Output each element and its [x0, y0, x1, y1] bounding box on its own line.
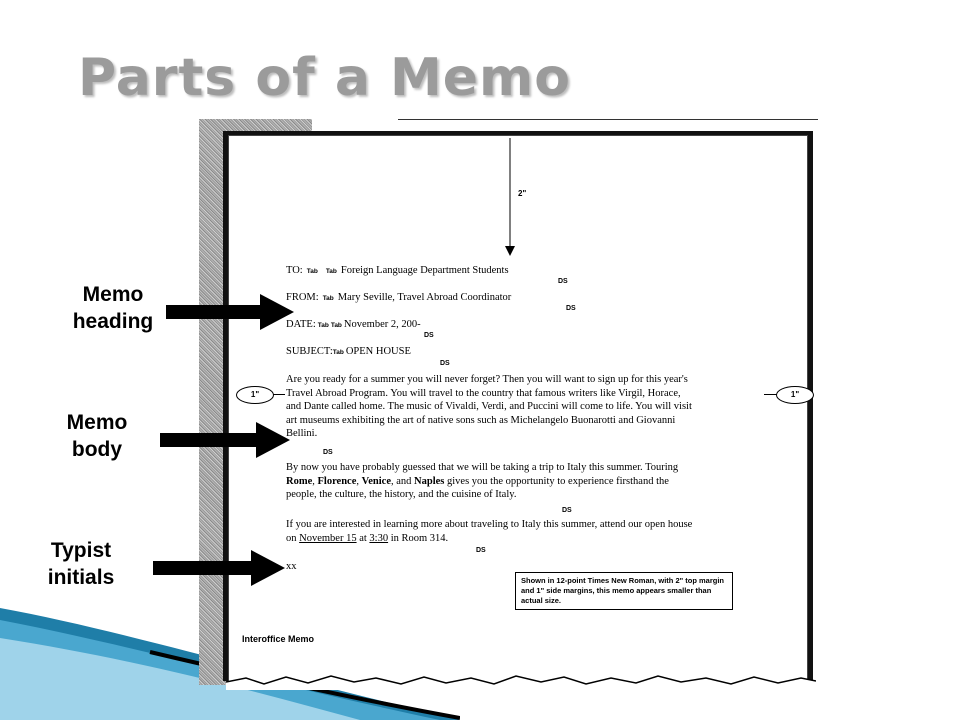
city-naples: Naples — [414, 475, 445, 487]
left-margin-oval: 1" — [236, 386, 274, 404]
city-florence: Florence — [317, 475, 357, 487]
top-rule — [398, 119, 818, 120]
top-margin-arrow — [500, 138, 520, 258]
ds-marker: DS — [476, 547, 486, 554]
to-label: TO: — [286, 265, 303, 276]
slide-title: Parts of a Memo — [78, 48, 571, 108]
label-memo-heading — [58, 281, 168, 335]
date-label: DATE: — [286, 319, 316, 330]
subject-label: SUBJECT: — [286, 346, 333, 357]
label-line: Memo — [82, 283, 144, 306]
label-line: Memo — [66, 411, 128, 434]
line-rest: gives you the opportunity to experience firsthand the — [444, 475, 669, 487]
ds-marker: DS — [424, 332, 434, 339]
city-rome: Rome — [286, 475, 313, 487]
from-label: FROM: — [286, 292, 319, 303]
open-house-date: November 15 — [299, 532, 357, 544]
city-venice: Venice — [361, 475, 391, 487]
sep: , and — [390, 475, 415, 487]
para-line — [286, 532, 766, 546]
label-line: Typist — [50, 539, 112, 562]
ds-marker: DS — [566, 305, 576, 312]
tab-marker: Tab — [332, 349, 344, 356]
open-house-time: 3:30 — [369, 532, 389, 544]
tab-marker: Tab — [330, 322, 342, 329]
tab-marker: Tab — [317, 322, 329, 329]
para-line: Bellini. — [286, 428, 318, 440]
sep: , — [356, 475, 362, 487]
from-line — [286, 291, 511, 305]
subject-line — [286, 345, 411, 359]
to-line — [286, 264, 509, 278]
ds-marker: DS — [323, 449, 333, 456]
para-line: If you are interested in learning more about traveling to Italy this summer, attend our open house — [286, 519, 693, 530]
arrow-heading — [166, 294, 296, 330]
para-line: By now you have probably guessed that we will be taking a trip to Italy this summer. Touring — [286, 462, 679, 473]
tab-marker: Tab — [322, 295, 334, 302]
line-pre: on — [286, 532, 300, 544]
para-line — [286, 475, 766, 489]
para-line: art museums exhibiting the art of native sons such as Michelangelo Buonarotti and Giovanni — [286, 414, 676, 426]
ds-marker: DS — [440, 360, 450, 367]
tab-marker: Tab — [306, 268, 318, 275]
memo-paragraph-3 — [286, 518, 766, 545]
para-line: Travel Abroad Program. You will travel to the country that famous writers like Virgil, Horace, — [286, 387, 681, 399]
subject-value: OPEN HOUSE — [345, 346, 411, 357]
label-memo-body — [42, 409, 152, 463]
typist-initials: xx — [286, 561, 297, 572]
tab-marker: Tab — [325, 268, 337, 275]
label-typist-initials — [26, 537, 136, 591]
para-line: and Dante called home. The music of Vivaldi, Verdi, and Puccini will come to life. You will visit — [286, 401, 692, 413]
ds-marker: DS — [562, 507, 572, 514]
date-value: November 2, 200- — [343, 319, 421, 330]
torn-edge — [226, 660, 816, 690]
to-value: Foreign Language Department Students — [340, 265, 509, 276]
memo-paragraph-1 — [286, 373, 766, 441]
sep: , — [312, 475, 318, 487]
page-footer: Interoffice Memo — [242, 634, 315, 644]
top-margin-label: 2" — [518, 189, 527, 198]
arrow-initials — [153, 550, 287, 586]
right-margin-oval: 1" — [776, 386, 814, 404]
size-note: Shown in 12-point Times New Roman, with 2" top margin and 1" side margins, this memo appears smaller than actual size. — [515, 572, 733, 610]
memo-paragraph-2 — [286, 461, 766, 502]
para-line: Are you ready for a summer you will never forget? Then you will want to sign up for this year's — [286, 374, 688, 385]
date-line — [286, 318, 421, 332]
para-line: people, the culture, the history, and the cuisine of Italy. — [286, 489, 517, 501]
ds-marker: DS — [558, 278, 568, 285]
label-line: heading — [72, 310, 154, 333]
from-value: Mary Seville, Travel Abroad Coordinator — [337, 292, 512, 303]
line-post: in Room 314. — [388, 532, 449, 544]
line-mid: at — [356, 532, 370, 544]
arrow-body — [160, 422, 292, 458]
label-line: body — [71, 438, 123, 461]
label-line: initials — [47, 566, 115, 589]
